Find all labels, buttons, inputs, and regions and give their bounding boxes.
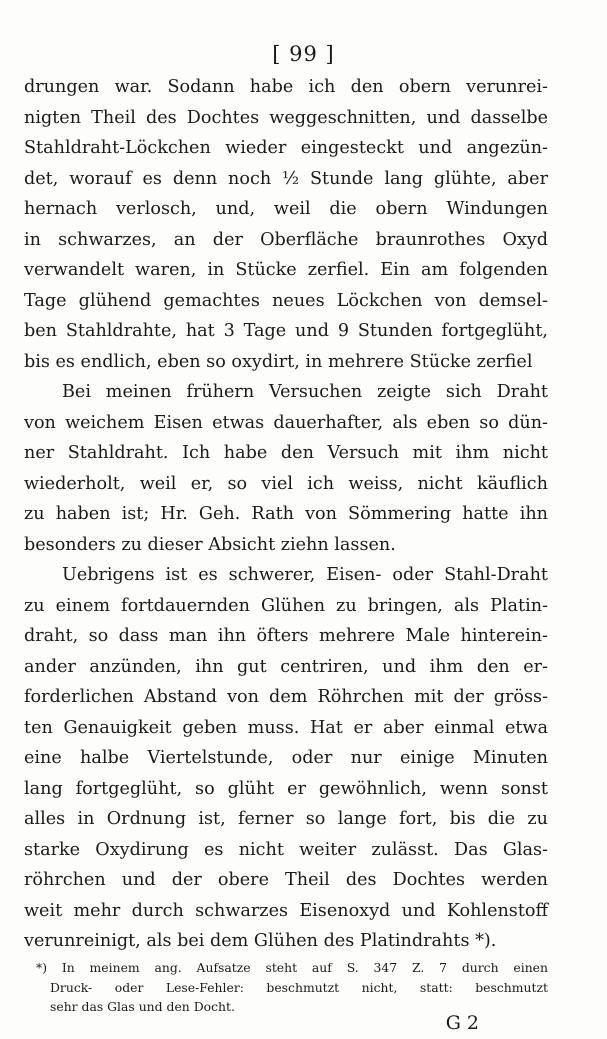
text-line: lang fortgeglüht, so glüht er gewöhnlich, wenn sonst xyxy=(24,778,548,799)
signature-mark: G 2 xyxy=(445,1012,479,1034)
text-line: Stahldraht-Löckchen wieder eingesteckt und angezün- xyxy=(24,138,548,158)
text-line: draht, so dass man ihn öfters mehrere Male hinterein- xyxy=(24,626,548,646)
text-line: starke Oxydirung es nicht weiter zulässt. Das Glas- xyxy=(24,839,548,860)
text-line: ben Stahldrahte, hat 3 Tage und 9 Stunden fortgeglüht, xyxy=(24,321,548,341)
text-line: Tage glühend gemachtes neues Löckchen von demsel- xyxy=(24,290,548,311)
text-line: drungen war. Sodann habe ich den obern verunrei- xyxy=(24,77,548,97)
text-line: Uebrigens ist es schwerer, Eisen- oder Stahl-Draht xyxy=(62,565,548,585)
text-line: zu haben ist; Hr. Geh. Rath von Sömmering hatte ihn xyxy=(24,504,548,524)
text-line: röhrchen und der obere Theil des Dochtes werden xyxy=(24,870,548,890)
text-line: in schwarzes, an der Oberfläche braunrothes Oxyd xyxy=(24,229,548,250)
text-line: ander anzünden, ihn gut centriren, und ihm den er- xyxy=(24,656,548,677)
text-line: von weichem Eisen etwas dauerhafter, als eben so dün- xyxy=(24,412,548,433)
text-line: wiederholt, weil er, so viel ich weiss, nicht käuflich xyxy=(24,473,548,494)
page-number: [ 99 ] xyxy=(272,42,335,66)
text-line: nigten Theil des Dochtes weggeschnitten, und dasselbe xyxy=(24,107,548,128)
text-line: verunreinigt, als bei dem Glühen des Platindrahts *). xyxy=(24,931,497,951)
footnote-line: Druck- oder Lese-Fehler: beschmutzt nicht, statt: beschmutzt xyxy=(50,979,548,995)
text-line: det, worauf es denn noch ½ Stunde lang glühte, aber xyxy=(24,168,548,189)
text-line: bis es endlich, eben so oxydirt, in mehrere Stücke zerfiel xyxy=(24,351,533,372)
text-line: forderlichen Abstand von dem Röhrchen mit der gröss- xyxy=(24,687,548,707)
text-line: weit mehr durch schwarzes Eisenoxyd und Kohlenstoff xyxy=(24,900,548,921)
text-line: besonders zu dieser Absicht ziehn lassen. xyxy=(24,534,396,555)
text-line: zu einem fortdauernden Glühen zu bringen, als Platin- xyxy=(24,595,548,616)
text-line: eine halbe Viertelstunde, oder nur einige Minuten xyxy=(24,748,548,768)
main-text xyxy=(24,72,548,957)
text-line: hernach verlosch, und, weil die obern Windungen xyxy=(24,199,548,219)
text-line: verwandelt waren, in Stücke zerfiel. Ein am folgenden xyxy=(24,260,548,280)
footnote xyxy=(36,958,548,1017)
text-line: Bei meinen frühern Versuchen zeigte sich Draht xyxy=(62,382,548,402)
footnote-line: sehr das Glas und den Docht. xyxy=(50,999,235,1014)
text-line: ten Genauigkeit geben muss. Hat er aber einmal etwa xyxy=(24,717,548,738)
text-line: alles in Ordnung ist, ferner so lange fort, bis die zu xyxy=(24,809,548,829)
text-line: ner Stahldraht. Ich habe den Versuch mit ihm nicht xyxy=(24,443,548,463)
footnote-line: *) In meinem ang. Aufsatze steht auf S. 347 Z. 7 durch einen xyxy=(36,960,548,975)
